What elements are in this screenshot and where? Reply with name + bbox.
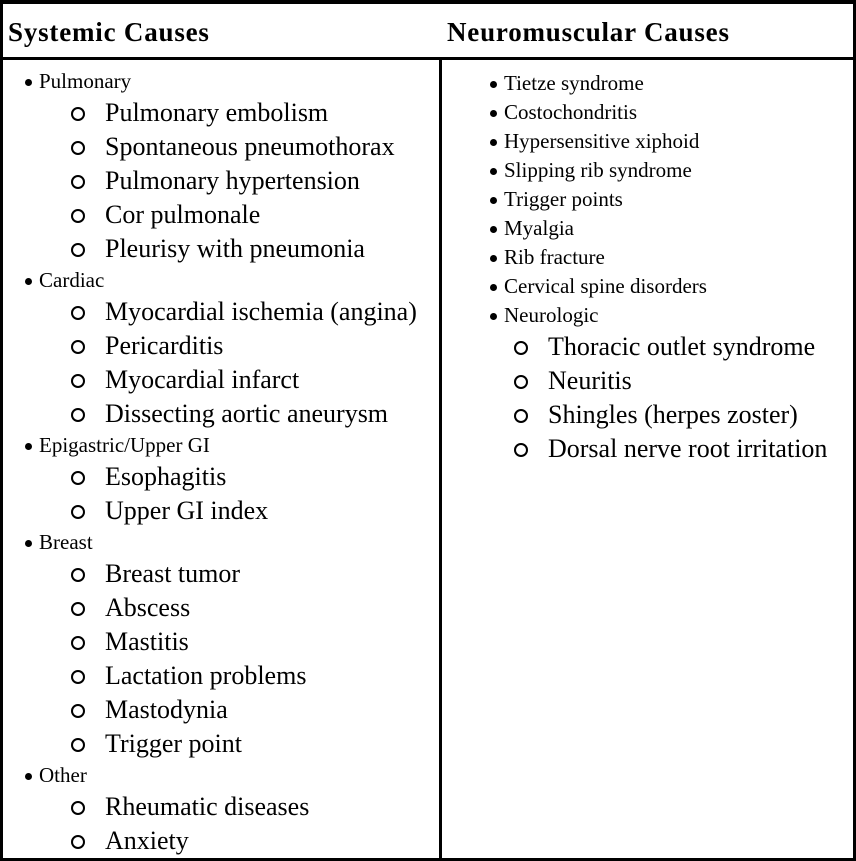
bullet-icon xyxy=(490,81,497,88)
circle-icon xyxy=(71,408,85,422)
circle-icon xyxy=(71,835,85,849)
list-item-label: Trigger points xyxy=(504,187,623,211)
list-item xyxy=(3,528,439,557)
list-item xyxy=(442,243,853,272)
list-item xyxy=(3,397,439,431)
list-item xyxy=(3,659,439,693)
list-item-label: Spontaneous pneumothorax xyxy=(105,132,395,161)
list-item xyxy=(3,693,439,727)
list-item-label: Thoracic outlet syndrome xyxy=(548,332,816,361)
list-item xyxy=(442,432,853,466)
list-item xyxy=(3,727,439,761)
bullet-icon xyxy=(490,313,497,320)
list-item-label: Pleurisy with pneumonia xyxy=(105,234,365,263)
list-item xyxy=(442,69,853,98)
list-item xyxy=(442,98,853,127)
list-item-label: Cor pulmonale xyxy=(105,200,261,229)
list-item xyxy=(442,185,853,214)
list-item xyxy=(3,329,439,363)
header-neuromuscular-causes: Neuromuscular Causes xyxy=(447,17,730,47)
circle-icon xyxy=(71,636,85,650)
circle-icon xyxy=(71,704,85,718)
list-item xyxy=(3,96,439,130)
list-item-label: Pericarditis xyxy=(105,331,224,360)
list-item-label: Rib fracture xyxy=(504,245,605,269)
bullet-icon xyxy=(25,443,32,450)
list-item xyxy=(3,295,439,329)
list-item xyxy=(3,790,439,824)
circle-icon xyxy=(71,738,85,752)
list-item-label: Pulmonary embolism xyxy=(105,98,329,127)
list-item-label: Dissecting aortic aneurysm xyxy=(105,399,389,428)
list-item xyxy=(442,364,853,398)
list-item-label: Rheumatic diseases xyxy=(105,792,310,821)
table-header-row xyxy=(3,4,853,60)
list-item-label: Myocardial ischemia (angina) xyxy=(105,297,417,326)
list-item-label: Neurologic xyxy=(504,303,599,327)
list-item-label: Myalgia xyxy=(504,216,574,240)
list-item xyxy=(3,591,439,625)
list-item xyxy=(3,266,439,295)
list-item-label: Breast tumor xyxy=(105,559,241,588)
list-item-label: Shingles (herpes zoster) xyxy=(548,400,798,429)
circle-icon xyxy=(514,443,528,457)
list-item-label: Breast xyxy=(39,530,93,554)
list-item xyxy=(3,363,439,397)
list-item xyxy=(442,398,853,432)
circle-icon xyxy=(71,306,85,320)
list-item xyxy=(3,761,439,790)
list-item-label: Pulmonary hypertension xyxy=(105,166,360,195)
bullet-icon xyxy=(490,284,497,291)
bullet-icon xyxy=(25,278,32,285)
circle-icon xyxy=(71,602,85,616)
list-item xyxy=(442,214,853,243)
list-item xyxy=(3,460,439,494)
list-item xyxy=(3,494,439,528)
list-item xyxy=(442,330,853,364)
bullet-icon xyxy=(25,79,32,86)
list-item xyxy=(3,625,439,659)
systemic-causes-column xyxy=(3,60,442,858)
list-item xyxy=(442,272,853,301)
bullet-icon xyxy=(490,110,497,117)
table-body-row xyxy=(3,60,853,858)
circle-icon xyxy=(514,375,528,389)
circle-icon xyxy=(71,471,85,485)
list-item xyxy=(3,67,439,96)
bullet-icon xyxy=(25,540,32,547)
bullet-icon xyxy=(25,773,32,780)
bullet-icon xyxy=(490,168,497,175)
list-item-label: Hypersensitive xiphoid xyxy=(504,129,700,153)
list-item-label: Esophagitis xyxy=(105,462,227,491)
header-systemic-causes: Systemic Causes xyxy=(8,17,210,47)
circle-icon xyxy=(71,107,85,121)
circle-icon xyxy=(71,209,85,223)
circle-icon xyxy=(71,568,85,582)
list-item xyxy=(442,156,853,185)
list-item-label: Anxiety xyxy=(105,826,189,855)
circle-icon xyxy=(71,141,85,155)
circle-icon xyxy=(71,374,85,388)
list-item xyxy=(442,127,853,156)
list-item-label: Abscess xyxy=(105,593,191,622)
list-item xyxy=(3,824,439,858)
list-item-label: Lactation problems xyxy=(105,661,307,690)
bullet-icon xyxy=(490,139,497,146)
list-item-label: Upper GI index xyxy=(105,496,269,525)
list-item xyxy=(3,557,439,591)
circle-icon xyxy=(71,670,85,684)
list-item-label: Neuritis xyxy=(548,366,632,395)
list-item-label: Other xyxy=(39,763,87,787)
list-item-label: Tietze syndrome xyxy=(504,71,644,95)
list-item-label: Trigger point xyxy=(105,729,242,758)
list-item xyxy=(3,130,439,164)
neuromuscular-causes-column xyxy=(442,60,853,858)
circle-icon xyxy=(514,409,528,423)
list-item-label: Dorsal nerve root irritation xyxy=(548,434,828,463)
list-item xyxy=(3,431,439,460)
circle-icon xyxy=(71,243,85,257)
circle-icon xyxy=(71,340,85,354)
list-item-label: Mastitis xyxy=(105,627,189,656)
list-item-label: Pulmonary xyxy=(39,69,132,93)
circle-icon xyxy=(514,341,528,355)
list-item-label: Cervical spine disorders xyxy=(504,274,707,298)
list-item xyxy=(442,301,853,330)
circle-icon xyxy=(71,801,85,815)
list-item-label: Myocardial infarct xyxy=(105,365,300,394)
list-item xyxy=(3,232,439,266)
list-item-label: Mastodynia xyxy=(105,695,228,724)
list-item-label: Costochondritis xyxy=(504,100,638,124)
bullet-icon xyxy=(490,255,497,262)
list-item xyxy=(3,198,439,232)
list-item-label: Epigastric/Upper GI xyxy=(39,433,210,457)
list-item xyxy=(3,164,439,198)
circle-icon xyxy=(71,505,85,519)
bullet-icon xyxy=(490,226,497,233)
list-item-label: Slipping rib syndrome xyxy=(504,158,692,182)
bullet-icon xyxy=(490,197,497,204)
list-item-label: Cardiac xyxy=(39,268,105,292)
circle-icon xyxy=(71,175,85,189)
